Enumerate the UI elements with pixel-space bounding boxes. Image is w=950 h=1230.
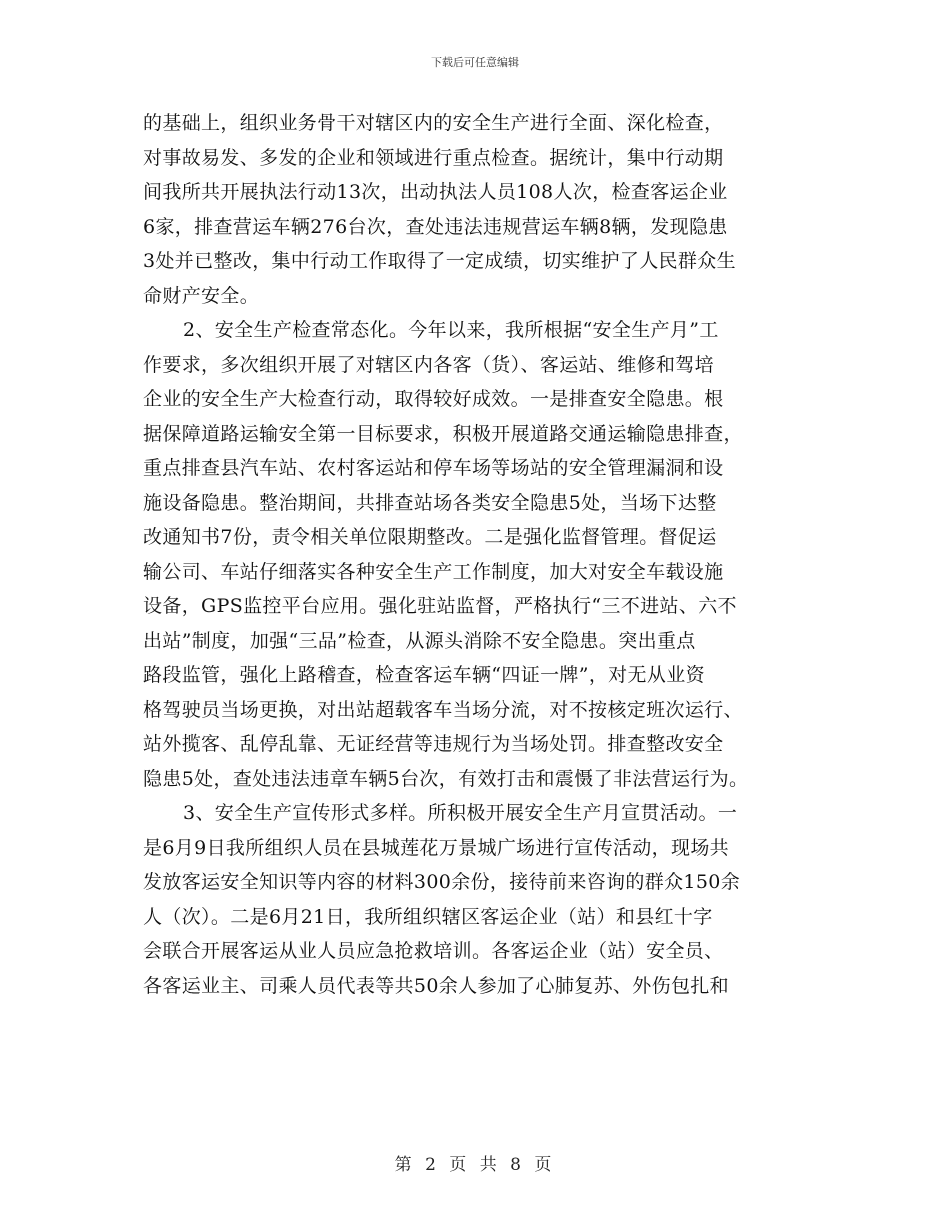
paragraph-line: 作要求，多次组织开展了对辖区内各客（货）、客运站、维修和驾培 xyxy=(143,353,715,376)
paragraph-line: 2、安全生产检查常态化。今年以来，我所根据“安全生产月”工 xyxy=(183,319,719,341)
paragraph-line: 企业的安全生产大检查行动，取得较好成效。一是排查安全隐患。根 xyxy=(143,388,724,410)
paragraph-line: 6家，排查营运车辆276台次，查处违法违规营运车辆8辆，发现隐患 xyxy=(143,215,728,238)
paragraph-line: 站外揽客、乱停乱靠、无证经营等违规行为当场处罚。排查整改安全 xyxy=(143,733,724,755)
paragraph-line: 对事故易发、多发的企业和领域进行重点检查。据统计，集中行动期 xyxy=(143,146,724,169)
paragraph-line: 会联合开展客运从业人员应急抢救培训。各客运企业（站）安全员、 xyxy=(143,940,724,962)
page-number: 第 2 页 共 8 页 xyxy=(394,1155,556,1175)
paragraph-line: 重点排查县汽车站、农村客运站和停车场等场站的安全管理漏洞和设 xyxy=(143,457,724,479)
paragraph-line: 路段监管，强化上路稽查，检查客运车辆“四证一牌”，对无从业资 xyxy=(143,664,705,686)
paragraph-line: 输公司、车站仔细落实各种安全生产工作制度，加大对安全车载设施 xyxy=(143,560,724,583)
page-header-note: 下载后可任意编辑 xyxy=(431,56,519,69)
paragraph-line: 3处并已整改，集中行动工作取得了一定成绩，切实维护了人民群众生 xyxy=(143,250,736,272)
document-body xyxy=(143,106,823,1003)
paragraph-line: 人（次）。二是6月21日，我所组织辖区客运企业（站）和县红十字 xyxy=(143,905,713,928)
paragraph-line: 据保障道路运输安全第一目标要求，积极开展道路交通运输隐患排查， xyxy=(143,422,743,445)
paragraph-line: 隐患5处，查处违法违章车辆5台次，有效打击和震慑了非法营运行为。 xyxy=(143,767,749,790)
paragraph-line: 施设备隐患。整治期间，共排查站场各类安全隐患5处，当场下达整 xyxy=(143,491,717,514)
paragraph-line: 出站”制度，加强“三品”检查，从源头消除不安全隐患。突出重点 xyxy=(143,629,696,652)
paragraph-line: 的基础上，组织业务骨干对辖区内的安全生产进行全面、深化检查， xyxy=(143,112,724,134)
paragraph-line: 命财产安全。 xyxy=(143,284,260,307)
paragraph-line: 发放客运安全知识等内容的材料300余份，接待前来咨询的群众150余 xyxy=(143,871,741,893)
paragraph-line: 改通知书7份，责令相关单位限期整改。二是强化监督管理。督促运 xyxy=(143,526,717,548)
paragraph-line: 是6月9日我所组织人员在县城莲花万景城广场进行宣传活动，现场共 xyxy=(143,836,730,859)
paragraph-line: 格驾驶员当场更换，对出站超载客车当场分流，对不按核定班次运行、 xyxy=(143,698,743,721)
paragraph-line: 间我所共开展执法行动13次，出动执法人员108人次，检查客运企业 xyxy=(143,181,728,203)
paragraph-line: 设备，GPS监控平台应用。强化驻站监督，严格执行“三不进站、六不 xyxy=(143,595,737,617)
paragraph-line: 3、安全生产宣传形式多样。所积极开展安全生产月宣贯活动。一 xyxy=(183,802,738,824)
paragraph-line: 各客运业主、司乘人员代表等共50余人参加了心肺复苏、外伤包扎和 xyxy=(143,974,730,997)
